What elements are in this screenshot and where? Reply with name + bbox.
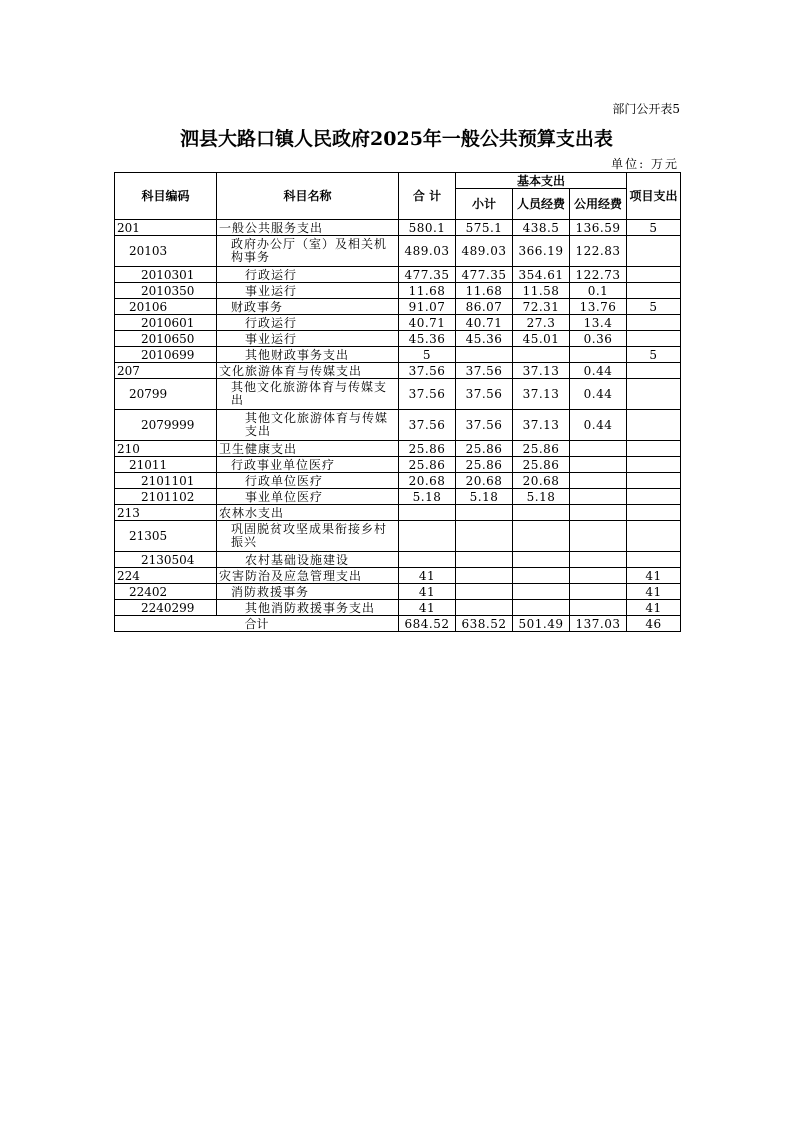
- cell-name: 事业运行: [217, 283, 399, 299]
- cell-subtotal: [456, 600, 513, 616]
- cell-public: 136.59: [570, 220, 627, 236]
- cell-total: 37.56: [399, 379, 456, 410]
- cell-code: 20103: [115, 236, 217, 267]
- cell-public: [570, 600, 627, 616]
- cell-personnel: [513, 568, 570, 584]
- cell-subtotal: [456, 584, 513, 600]
- cell-total: 11.68: [399, 283, 456, 299]
- cell-name: 政府办公厅（室）及相关机构事务: [217, 236, 399, 267]
- cell-public: [570, 584, 627, 600]
- cell-project: [627, 505, 681, 521]
- table-row: [115, 299, 681, 315]
- cell-subtotal: 37.56: [456, 379, 513, 410]
- cell-name: 行政单位医疗: [217, 473, 399, 489]
- page-title: 泗县大路口镇人民政府2025年一般公共预算支出表: [180, 128, 613, 150]
- table-row: [115, 489, 681, 505]
- cell-name: 行政运行: [217, 267, 399, 283]
- cell-total: 37.56: [399, 363, 456, 379]
- cell-code: 201: [115, 220, 217, 236]
- cell-personnel: 45.01: [513, 331, 570, 347]
- cell-subtotal: 489.03: [456, 236, 513, 267]
- total-subtotal: 638.52: [456, 616, 513, 632]
- cell-code: 2010650: [115, 331, 217, 347]
- cell-public: 13.4: [570, 315, 627, 331]
- cell-project: [627, 457, 681, 473]
- cell-personnel: 354.61: [513, 267, 570, 283]
- cell-personnel: 366.19: [513, 236, 570, 267]
- cell-total: 37.56: [399, 410, 456, 441]
- cell-code: 2240299: [115, 600, 217, 616]
- cell-personnel: 25.86: [513, 457, 570, 473]
- cell-name: 农林水支出: [217, 505, 399, 521]
- cell-subtotal: 575.1: [456, 220, 513, 236]
- cell-total: [399, 521, 456, 552]
- cell-project: [627, 410, 681, 441]
- cell-name: 灾害防治及应急管理支出: [217, 568, 399, 584]
- cell-total: 477.35: [399, 267, 456, 283]
- cell-total: 45.36: [399, 331, 456, 347]
- cell-code: 2101102: [115, 489, 217, 505]
- cell-code: 20106: [115, 299, 217, 315]
- cell-project: [627, 521, 681, 552]
- cell-name: 农村基础设施建设: [217, 552, 399, 568]
- cell-project: 5: [627, 347, 681, 363]
- table-row: [115, 600, 681, 616]
- header-subtotal: 小计: [456, 189, 513, 220]
- cell-personnel: 25.86: [513, 441, 570, 457]
- cell-name: 事业单位医疗: [217, 489, 399, 505]
- cell-total: 489.03: [399, 236, 456, 267]
- total-row: [115, 616, 681, 632]
- cell-name: 其他文化旅游体育与传媒支出: [217, 379, 399, 410]
- cell-code: 210: [115, 441, 217, 457]
- cell-subtotal: 5.18: [456, 489, 513, 505]
- table-row: [115, 379, 681, 410]
- cell-public: [570, 521, 627, 552]
- cell-subtotal: 25.86: [456, 457, 513, 473]
- page-label: 部门公开表5: [612, 102, 680, 116]
- cell-code: 20799: [115, 379, 217, 410]
- cell-total: 41: [399, 584, 456, 600]
- cell-total: [399, 505, 456, 521]
- cell-code: 2079999: [115, 410, 217, 441]
- table-row: [115, 410, 681, 441]
- cell-code: 2101101: [115, 473, 217, 489]
- table-row: [115, 363, 681, 379]
- cell-code: 2010301: [115, 267, 217, 283]
- cell-name: 行政事业单位医疗: [217, 457, 399, 473]
- cell-project: [627, 552, 681, 568]
- table-row: [115, 552, 681, 568]
- table-row: [115, 315, 681, 331]
- cell-personnel: 37.13: [513, 379, 570, 410]
- cell-code: 2010350: [115, 283, 217, 299]
- cell-subtotal: [456, 505, 513, 521]
- cell-code: 207: [115, 363, 217, 379]
- cell-personnel: [513, 505, 570, 521]
- cell-project: [627, 489, 681, 505]
- cell-subtotal: 25.86: [456, 441, 513, 457]
- cell-name: 其他消防救援事务支出: [217, 600, 399, 616]
- cell-total: 41: [399, 568, 456, 584]
- cell-code: 213: [115, 505, 217, 521]
- cell-code: 2130504: [115, 552, 217, 568]
- cell-total: 41: [399, 600, 456, 616]
- table-row: [115, 584, 681, 600]
- cell-project: 5: [627, 220, 681, 236]
- table-row: [115, 568, 681, 584]
- table-row: [115, 236, 681, 267]
- cell-total: 5.18: [399, 489, 456, 505]
- cell-project: 41: [627, 600, 681, 616]
- cell-personnel: 5.18: [513, 489, 570, 505]
- cell-project: [627, 473, 681, 489]
- total-project: 46: [627, 616, 681, 632]
- cell-project: 5: [627, 299, 681, 315]
- cell-subtotal: 40.71: [456, 315, 513, 331]
- cell-personnel: [513, 521, 570, 552]
- cell-code: 21305: [115, 521, 217, 552]
- total-label: 合计: [115, 616, 399, 632]
- cell-subtotal: [456, 347, 513, 363]
- cell-subtotal: [456, 568, 513, 584]
- cell-project: [627, 267, 681, 283]
- cell-public: [570, 457, 627, 473]
- table-row: [115, 473, 681, 489]
- cell-code: 21011: [115, 457, 217, 473]
- total-total: 684.52: [399, 616, 456, 632]
- cell-project: [627, 315, 681, 331]
- table-row: [115, 220, 681, 236]
- budget-table: [114, 172, 681, 632]
- cell-name: 巩固脱贫攻坚成果衔接乡村振兴: [217, 521, 399, 552]
- cell-personnel: 72.31: [513, 299, 570, 315]
- cell-name: 行政运行: [217, 315, 399, 331]
- cell-public: 0.44: [570, 363, 627, 379]
- cell-total: 91.07: [399, 299, 456, 315]
- table-row: [115, 457, 681, 473]
- cell-public: 0.36: [570, 331, 627, 347]
- cell-total: 20.68: [399, 473, 456, 489]
- cell-project: [627, 236, 681, 267]
- cell-public: [570, 441, 627, 457]
- cell-code: 22402: [115, 584, 217, 600]
- cell-subtotal: 45.36: [456, 331, 513, 347]
- cell-total: 5: [399, 347, 456, 363]
- cell-name: 财政事务: [217, 299, 399, 315]
- cell-personnel: 37.13: [513, 363, 570, 379]
- cell-subtotal: 37.56: [456, 363, 513, 379]
- header-personnel: 人员经费: [513, 189, 570, 220]
- cell-name: 其他文化旅游体育与传媒支出: [217, 410, 399, 441]
- header-basic: 基本支出: [456, 173, 627, 189]
- cell-total: [399, 552, 456, 568]
- cell-name: 一般公共服务支出: [217, 220, 399, 236]
- cell-public: 0.44: [570, 410, 627, 441]
- total-personnel: 501.49: [513, 616, 570, 632]
- table-row: [115, 521, 681, 552]
- cell-name: 文化旅游体育与传媒支出: [217, 363, 399, 379]
- cell-subtotal: 37.56: [456, 410, 513, 441]
- cell-project: [627, 363, 681, 379]
- cell-public: 0.44: [570, 379, 627, 410]
- cell-total: 40.71: [399, 315, 456, 331]
- table-row: [115, 267, 681, 283]
- cell-public: 13.76: [570, 299, 627, 315]
- cell-personnel: 11.58: [513, 283, 570, 299]
- cell-personnel: 438.5: [513, 220, 570, 236]
- cell-code: 224: [115, 568, 217, 584]
- cell-project: 41: [627, 568, 681, 584]
- table-row: [115, 331, 681, 347]
- table-body: [115, 220, 681, 632]
- cell-personnel: [513, 600, 570, 616]
- cell-subtotal: 11.68: [456, 283, 513, 299]
- cell-personnel: [513, 552, 570, 568]
- table-row: [115, 505, 681, 521]
- cell-total: 25.86: [399, 441, 456, 457]
- cell-public: [570, 347, 627, 363]
- cell-subtotal: 20.68: [456, 473, 513, 489]
- cell-total: 25.86: [399, 457, 456, 473]
- table-row: [115, 347, 681, 363]
- cell-public: [570, 568, 627, 584]
- cell-subtotal: 477.35: [456, 267, 513, 283]
- header-code: 科目编码: [115, 173, 217, 220]
- unit-label: 单位: 万元: [611, 157, 679, 171]
- cell-subtotal: 86.07: [456, 299, 513, 315]
- cell-public: [570, 489, 627, 505]
- cell-public: [570, 552, 627, 568]
- cell-subtotal: [456, 521, 513, 552]
- header-total: 合 计: [399, 173, 456, 220]
- cell-name: 事业运行: [217, 331, 399, 347]
- cell-project: [627, 283, 681, 299]
- cell-project: [627, 331, 681, 347]
- cell-name: 消防救援事务: [217, 584, 399, 600]
- cell-subtotal: [456, 552, 513, 568]
- cell-name: 其他财政事务支出: [217, 347, 399, 363]
- cell-public: [570, 505, 627, 521]
- cell-personnel: 27.3: [513, 315, 570, 331]
- cell-personnel: [513, 347, 570, 363]
- cell-project: [627, 379, 681, 410]
- cell-project: [627, 441, 681, 457]
- total-public: 137.03: [570, 616, 627, 632]
- cell-personnel: 20.68: [513, 473, 570, 489]
- header-name: 科目名称: [217, 173, 399, 220]
- cell-project: 41: [627, 584, 681, 600]
- cell-name: 卫生健康支出: [217, 441, 399, 457]
- cell-total: 580.1: [399, 220, 456, 236]
- cell-public: 122.83: [570, 236, 627, 267]
- cell-code: 2010601: [115, 315, 217, 331]
- table-row: [115, 441, 681, 457]
- cell-public: [570, 473, 627, 489]
- cell-public: 122.73: [570, 267, 627, 283]
- cell-public: 0.1: [570, 283, 627, 299]
- header-project: 项目支出: [627, 173, 681, 220]
- cell-code: 2010699: [115, 347, 217, 363]
- cell-personnel: [513, 584, 570, 600]
- cell-personnel: 37.13: [513, 410, 570, 441]
- table-row: [115, 283, 681, 299]
- header-public: 公用经费: [570, 189, 627, 220]
